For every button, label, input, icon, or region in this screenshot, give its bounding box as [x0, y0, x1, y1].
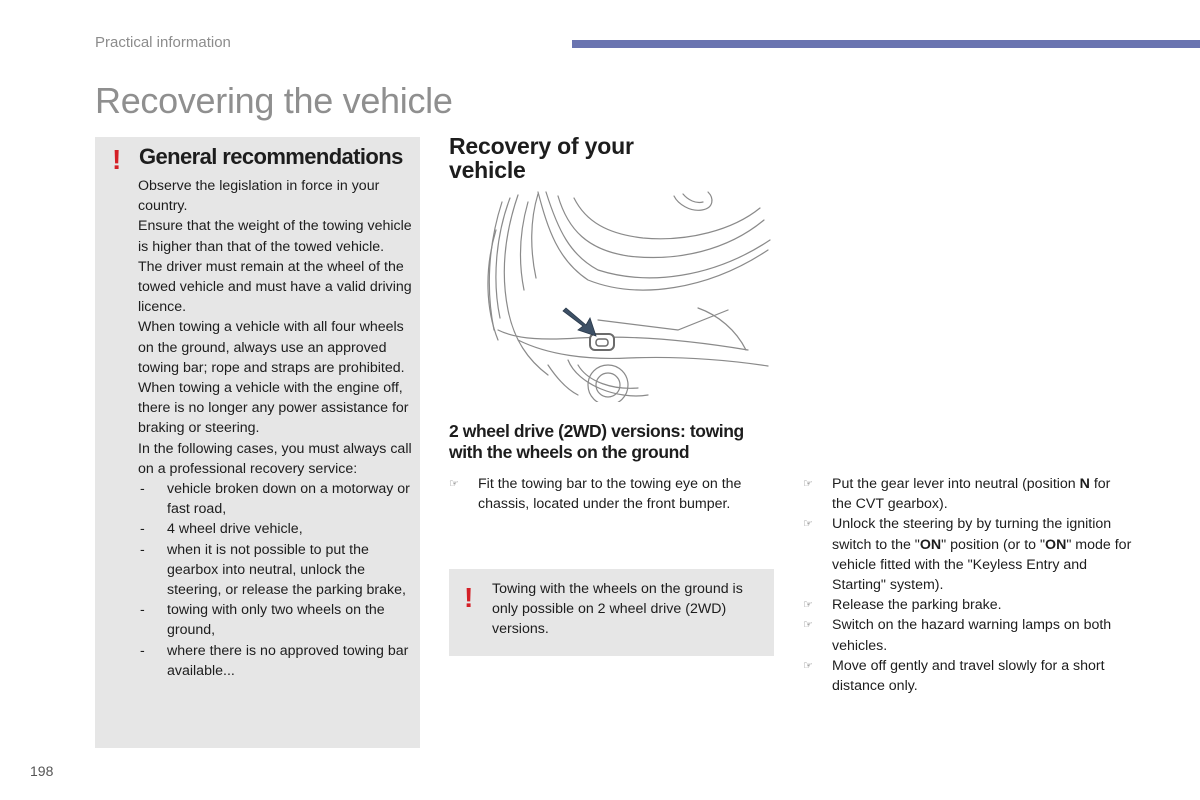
hand-pointer-icon: ☞ — [449, 478, 459, 490]
warning-icon: ! — [112, 144, 122, 175]
hand-pointer-icon: ☞ — [803, 518, 813, 531]
list-item: - when it is not possible to put the gearbox into neutral, unlock the steering, or release the parking brake, — [140, 541, 406, 599]
general-recommendations-heading: General recommendations — [139, 144, 403, 169]
hand-pointer-icon: ☞ — [803, 659, 813, 672]
towing-eye-illustration — [478, 190, 778, 402]
page-title: Recovering the vehicle — [95, 80, 453, 121]
recovery-heading: Recovery of your vehicle — [449, 133, 634, 183]
paragraph: Ensure that the weight of the towing vehicle is higher than that of the towed vehicle. — [138, 218, 412, 255]
header-accent-bar — [572, 40, 1200, 48]
towing-steps-list-right — [803, 474, 1133, 696]
paragraph: The driver must remain at the wheel of the towed vehicle and must have a valid driving licence. — [138, 258, 412, 316]
towing-note-box — [449, 569, 774, 656]
towing-steps-list-left — [449, 474, 769, 514]
section-title: Practical information — [95, 34, 231, 51]
list-item: - vehicle broken down on a motorway or fast road, — [140, 481, 410, 518]
hand-pointer-icon: ☞ — [803, 619, 813, 632]
list-item: - 4 wheel drive vehicle, — [140, 521, 303, 538]
paragraph: When towing a vehicle with all four wheels on the ground, always use an approved towing bar; rope and straps are prohibited. — [138, 319, 405, 376]
paragraph: Observe the legislation in force in your country. — [138, 178, 380, 215]
list-item: ☞ Move off gently and travel slowly for a short distance only. — [803, 657, 1105, 695]
car-front-underside-drawing — [478, 190, 778, 402]
general-recommendations-box — [95, 137, 420, 748]
recovery-cases-list — [138, 479, 418, 681]
list-item: - where there is no approved towing bar available... — [140, 642, 409, 679]
hand-pointer-icon: ☞ — [803, 478, 813, 490]
list-item: - towing with only two wheels on the ground, — [140, 602, 385, 639]
list-item: ☞ Release the parking brake. — [803, 595, 1133, 615]
list-item: ☞ Put the gear lever into neutral (position N for the CVT gearbox). — [803, 476, 1111, 513]
paragraph: When towing a vehicle with the engine off, there is no longer any power assistance for braking or steering. — [138, 380, 409, 437]
paragraph: In the following cases, you must always call on a professional recovery service: — [138, 440, 412, 477]
towing-2wd-heading: 2 wheel drive (2WD) versions: towing with the wheels on the ground — [449, 421, 744, 462]
general-recommendations-text — [138, 176, 418, 681]
hand-pointer-icon: ☞ — [803, 599, 813, 612]
list-item: ☞ Fit the towing bar to the towing eye on the chassis, located under the front bumper. — [449, 476, 742, 513]
list-item: ☞ Unlock the steering by by turning the ignition switch to the "ON" position (or to "ON" mode for vehicle fitted with the "Keyless Entry and Starting" system). — [803, 516, 1132, 594]
list-item: ☞ Switch on the hazard warning lamps on both vehicles. — [803, 617, 1112, 654]
page-number: 198 — [30, 763, 54, 779]
towing-note-text: Towing with the wheels on the ground is only possible on 2 wheel drive (2WD) versions. — [492, 581, 743, 638]
warning-icon: ! — [464, 582, 474, 613]
